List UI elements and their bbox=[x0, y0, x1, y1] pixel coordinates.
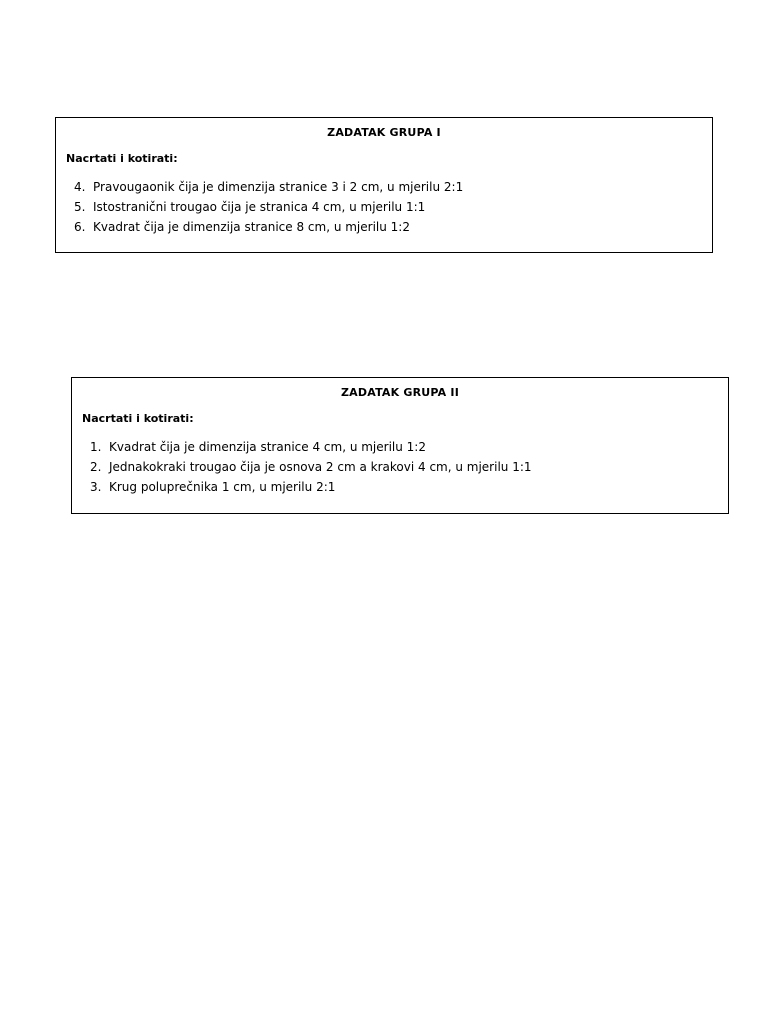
task-number: 5. bbox=[74, 200, 86, 214]
task-text: Kvadrat čija je dimenzija stranice 4 cm, u mjerilu 1:2 bbox=[109, 440, 426, 454]
task-item bbox=[74, 177, 463, 197]
task-number: 2. bbox=[90, 460, 102, 474]
group-2-task-list bbox=[90, 437, 532, 497]
group-2-instruction: Nacrtati i kotirati: bbox=[82, 412, 194, 425]
task-group-2-box bbox=[71, 377, 729, 514]
task-item bbox=[74, 217, 463, 237]
group-1-instruction: Nacrtati i kotirati: bbox=[66, 152, 178, 165]
task-item bbox=[74, 197, 463, 217]
task-number: 6. bbox=[74, 220, 86, 234]
task-text: Pravougaonik čija je dimenzija stranice 3 i 2 cm, u mjerilu 2:1 bbox=[93, 180, 464, 194]
task-number: 1. bbox=[90, 440, 102, 454]
task-item bbox=[90, 437, 532, 457]
task-text: Kvadrat čija je dimenzija stranice 8 cm, u mjerilu 1:2 bbox=[93, 220, 410, 234]
group-1-task-list bbox=[74, 177, 463, 237]
task-text: Jednakokraki trougao čija je osnova 2 cm a krakovi 4 cm, u mjerilu 1:1 bbox=[109, 460, 532, 474]
group-1-title: ZADATAK GRUPA I bbox=[327, 126, 441, 139]
group-2-title: ZADATAK GRUPA II bbox=[340, 386, 459, 399]
task-item bbox=[90, 457, 532, 477]
task-number: 3. bbox=[90, 480, 102, 494]
task-item bbox=[90, 477, 532, 497]
task-group-1-box bbox=[55, 117, 713, 253]
task-number: 4. bbox=[74, 180, 86, 194]
task-text: Istostranični trougao čija je stranica 4 cm, u mjerilu 1:1 bbox=[93, 200, 426, 214]
task-text: Krug poluprečnika 1 cm, u mjerilu 2:1 bbox=[109, 480, 336, 494]
